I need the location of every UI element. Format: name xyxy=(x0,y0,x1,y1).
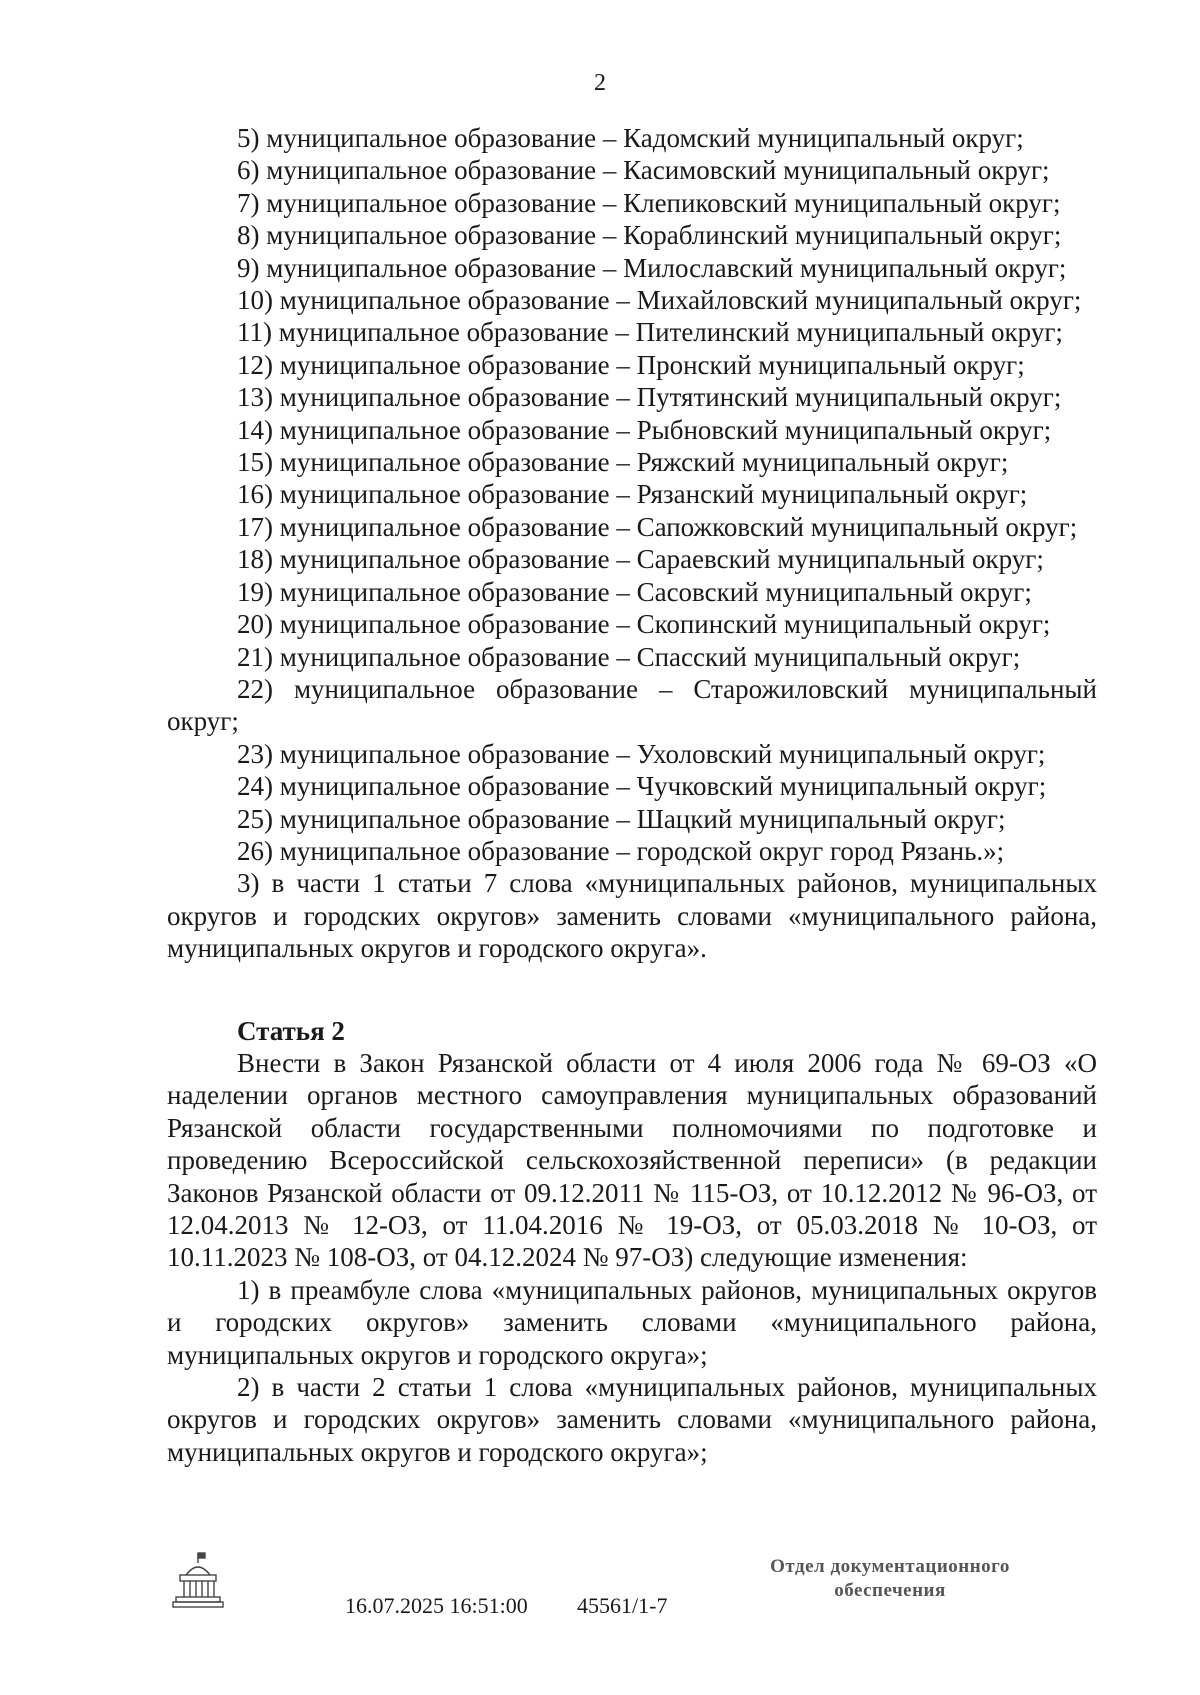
page-number: 2 xyxy=(594,70,606,96)
list-item: 10) муниципальное образование – Михайловский муниципальный округ; xyxy=(237,285,1082,316)
department-stamp xyxy=(760,1555,1020,1603)
list-item: 5) муниципальное образование – Кадомский муниципальный округ; xyxy=(237,123,1024,153)
change-1: 1) в преамбуле слова «муниципальных районов, муниципальных округов и городских округов» заменить словами «муниципального района, муниципальных округов и городского округа»; xyxy=(167,1274,1097,1370)
list-item: 15) муниципальное образование – Ряжский муниципальный округ; xyxy=(237,447,1009,478)
list-item: 6) муниципальное образование – Касимовский муниципальный округ; xyxy=(237,155,1050,186)
list-item: 24) муниципальное образование – Чучковский муниципальный округ; xyxy=(237,771,1047,802)
list-item: 21) муниципальное образование – Спасский муниципальный округ; xyxy=(237,641,1021,672)
list-item: 26) муниципальное образование – городской округ город Рязань.»; xyxy=(237,835,1005,866)
stamp-line-1: Отдел документационного xyxy=(770,1556,1010,1577)
duma-logo-icon xyxy=(170,1551,226,1615)
municipality-list xyxy=(167,122,1097,867)
article-intro: Внести в Закон Рязанской области от 4 июля 2006 года № 69-ОЗ «О наделении органов местного самоуправления муниципальных образований Рязанской области государственными полномочиями по подготовке и проведению Всероссийской сельскохозяйственной переписи» (в редакции Законов Рязанской области от 09.12.2011 № 115-ОЗ, от 10.12.2012 № 96-ОЗ, от 12.04.2013 № 12-ОЗ, от 11.04.2016 № 19-ОЗ, от 05.03.2018 № 10-ОЗ, от 10.11.2023 № 108-ОЗ, от 04.12.2024 № 97-ОЗ) следующие изменения: xyxy=(167,1047,1097,1273)
paragraph-3: 3) в части 1 статьи 7 слова «муниципальных районов, муниципальных округов и городских округов» заменить словами «муниципального района, муниципальных округов и городского округа». xyxy=(167,868,1097,964)
list-item: 7) муниципальное образование – Клепиковский муниципальный округ; xyxy=(237,187,1061,218)
list-item: 20) муниципальное образование – Скопинский муниципальный округ; xyxy=(237,609,1051,640)
list-item: 19) муниципальное образование – Сасовский муниципальный округ; xyxy=(237,576,1032,607)
list-item: 16) муниципальное образование – Рязанский муниципальный округ; xyxy=(237,479,1028,510)
article-heading: Статья 2 xyxy=(237,1015,345,1046)
list-item: 14) муниципальное образование – Рыбновский муниципальный округ; xyxy=(237,414,1052,445)
list-item: 11) муниципальное образование – Пителинский муниципальный округ; xyxy=(237,317,1063,348)
list-item: 8) муниципальное образование – Кораблинский муниципальный округ; xyxy=(237,220,1062,251)
list-item: 18) муниципальное образование – Сараевский муниципальный округ; xyxy=(237,544,1044,575)
change-2: 2) в части 2 статьи 1 слова «муниципальных районов, муниципальных округов и городских округов» заменить словами «муниципального района, муниципальных округов и городского округа»; xyxy=(167,1372,1097,1467)
list-item: 13) муниципальное образование – Путятинский муниципальный округ; xyxy=(237,382,1062,413)
registration-datetime: 16.07.2025 16:51:00 xyxy=(345,1593,528,1618)
list-item: 25) муниципальное образование – Шацкий муниципальный округ; xyxy=(237,803,1006,834)
stamp-line-2: обеспечения xyxy=(834,1580,946,1601)
list-item: 17) муниципальное образование – Сапожковский муниципальный округ; xyxy=(237,511,1078,542)
registration-number: 45561/1-7 xyxy=(577,1593,668,1618)
page-footer xyxy=(0,1545,1200,1665)
list-item: 22) муниципальное образование – Старожиловский муниципальный округ; xyxy=(167,673,1097,737)
document-body xyxy=(167,122,1097,1468)
list-item: 12) муниципальное образование – Пронский муниципальный округ; xyxy=(237,349,1025,380)
list-item: 23) муниципальное образование – Ухоловский муниципальный округ; xyxy=(237,738,1046,769)
list-item: 9) муниципальное образование – Милославский муниципальный округ; xyxy=(237,252,1067,283)
